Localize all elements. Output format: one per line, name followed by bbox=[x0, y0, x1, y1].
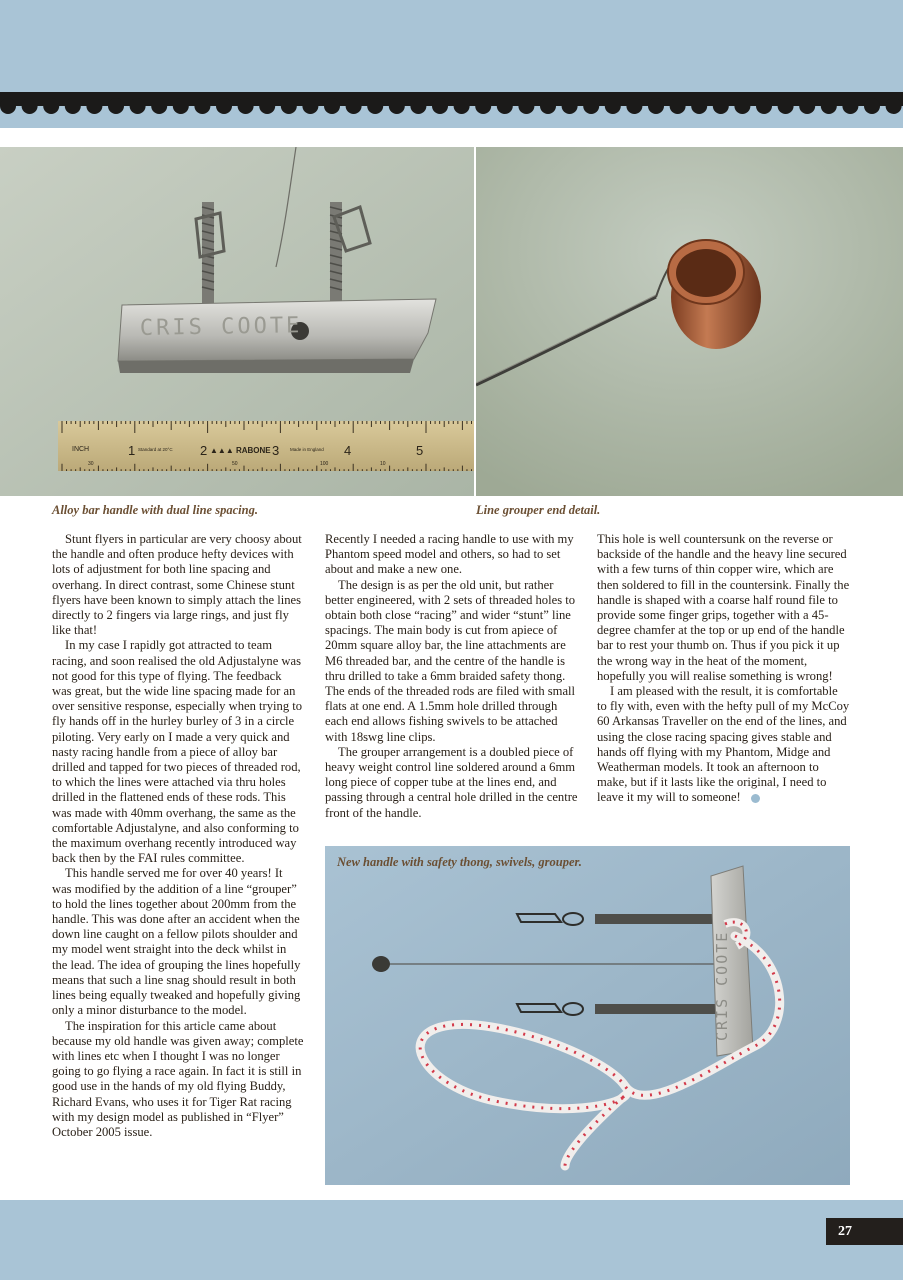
scallop-dot bbox=[346, 98, 362, 114]
scallop-dot bbox=[151, 98, 167, 114]
scallop-border bbox=[0, 92, 903, 132]
ruler-mm-label: 50 bbox=[232, 461, 238, 467]
col2-para-3: The grouper arrangement is a doubled piece of heavy weight control line soldered around a 6mm long piece of copper tube at the lines end, and passing through a central hole drilled in the centre front of the handle. bbox=[325, 744, 578, 820]
col2-para-2: The design is as per the old unit, but rather better engineered, with 2 sets of threaded holes to obtain both close “racing” and wider “stunt” line spacings. The main body is cut from apiece of 20mm square alloy bar, the line attachments are M6 threaded bar, and the centre of the handle is thru drilled to take a 6mm braided safety thong. The ends of the threaded rods are filed with small flats at one end. A 1.5mm hole drilled through each end allows fishing swivels to be attached with 18swg line clips. bbox=[325, 577, 576, 744]
caption-photo-bottom: New handle with safety thong, swivels, grouper. bbox=[337, 855, 582, 869]
scallop-dot bbox=[583, 98, 599, 114]
scallop-dot bbox=[432, 98, 448, 114]
ruler-number: 5 bbox=[416, 443, 424, 458]
scallop-dot bbox=[713, 98, 729, 114]
scallop-dot bbox=[389, 98, 405, 114]
col1-para-2: In my case I rapidly got attracted to team racing, and soon realised the old Adjustalyne was not good for this type of flying. The feedback was great, but the wide line spacing made for an over sensitive response, especially when trying to fly hands off in the hurley burley of 3 in a circle piloting. Very early on I made a very quick and nasty racing handle from a piece of alloy bar drilled and tapped for two pieces of threaded rod, to which the lines were attached via thru holes drilled in the flattened ends of these rods. This was made with 40mm overhang, the same as the comfortable Adjustalyne, and also conforming to the maximum overhang recently introduced way back then by the FAI rules committee. bbox=[52, 638, 303, 866]
new-handle-engraving: CRIS COOTE bbox=[713, 930, 731, 1041]
page-number: 27 bbox=[826, 1218, 903, 1245]
scallop-dot bbox=[756, 98, 772, 114]
scallop-dot bbox=[130, 98, 146, 114]
scallop-dot bbox=[842, 98, 858, 114]
handle-engraving: CRIS COOTE bbox=[139, 313, 303, 341]
scallop-dot bbox=[324, 98, 340, 114]
scallop-dot bbox=[259, 98, 275, 114]
scallop-dot bbox=[886, 98, 902, 114]
scallop-dot bbox=[216, 98, 232, 114]
scallop-dot bbox=[734, 98, 750, 114]
scallop-dot bbox=[864, 98, 880, 114]
scallop-dot bbox=[691, 98, 707, 114]
scallop-dot bbox=[562, 98, 578, 114]
scallop-dot bbox=[518, 98, 534, 114]
photo-grouper-detail bbox=[476, 147, 903, 496]
photo-new-handle bbox=[325, 846, 850, 1185]
col3-para-2-text: I am pleased with the result, it is comfortable to fly with, even with the hefty pull of my McCoy 60 Arkansas Traveller on the end of the lines, and using the close racing spacing gives stable and hands off flying with my Phantom, Midge and Weatherman models. It took an afternoon to make, but if it lasts like the original, I need to leave it my will to someone! bbox=[597, 684, 850, 805]
steel-ruler bbox=[58, 421, 474, 471]
scallop-dot bbox=[238, 98, 254, 114]
ruler-number: 4 bbox=[344, 443, 352, 458]
scallop-dot bbox=[497, 98, 513, 114]
ruler-made: Made in England bbox=[290, 447, 324, 452]
col3-para-1: This hole is well countersunk on the reverse or backside of the handle and the heavy line secured with a few turns of thin copper wire, which are then soldered to fill in the countersink. Finally the handle is shaped with a coarse half round file to provide some finger grips, together with a 45-degree chamfer at the top or up end of the handle bar to rest your thumb on. Thus if you pick it up the wrong way in the heat of the moment, hopefully you will realise something is wrong! bbox=[597, 532, 850, 683]
col1-para-3: This handle served me for over 40 years! It was modified by the addition of a line “grouper” to hold the lines together about 200mm from the handle. This was done after an accident when the down line caught on a fellow pilots shoulder and my model went straight into the deck whilst in the lead. The idea of grouping the lines hopefully means that such a line snag should result in both lines being equally tweaked and hopefully giving only a minor disturbance to the model. bbox=[52, 866, 301, 1018]
col2-para-1: Recently I needed a racing handle to use with my Phantom speed model and others, so had to set about and make a new one. bbox=[325, 532, 574, 577]
ruler-number: 3 bbox=[272, 443, 280, 458]
ruler-brand: ▲▲▲ RABONE bbox=[210, 446, 271, 455]
col3-para-2 bbox=[597, 684, 850, 806]
scallop-dot bbox=[281, 98, 297, 114]
bottom-band bbox=[0, 1200, 903, 1280]
photo-alloy-handle bbox=[0, 147, 474, 496]
scallop-dot bbox=[22, 98, 38, 114]
scallop-dot bbox=[475, 98, 491, 114]
scallop-dot bbox=[626, 98, 642, 114]
ruler-number: 2 bbox=[200, 443, 208, 458]
scallop-dot bbox=[605, 98, 621, 114]
scallop-dot bbox=[194, 98, 210, 114]
scallop-dot bbox=[540, 98, 556, 114]
scallop-dot bbox=[821, 98, 837, 114]
scallop-dot bbox=[302, 98, 318, 114]
ruler-mm-label: 10 bbox=[380, 461, 386, 467]
scallop-dot bbox=[0, 98, 16, 114]
caption-photo-left: Alloy bar handle with dual line spacing. bbox=[52, 503, 258, 517]
scallop-dot bbox=[367, 98, 383, 114]
col1-para-1: Stunt flyers in particular are very choosy about the handle and often produce hefty devices with lots of adjustment for both line spacing and overhang. In direct contrast, some Chinese stunt flyers have been known to simply attach the lines directly to 2 fingers via large rings, and just fly like that! bbox=[52, 532, 302, 638]
scallop-dot bbox=[454, 98, 470, 114]
text-column-1 bbox=[52, 532, 304, 1140]
scallop-dot bbox=[43, 98, 59, 114]
scallop-dot bbox=[410, 98, 426, 114]
scallop-dot bbox=[670, 98, 686, 114]
ruler-mm-label: 100 bbox=[320, 461, 329, 467]
ruler-std: Standard at 20°C bbox=[138, 447, 173, 452]
scallop-dot bbox=[173, 98, 189, 114]
scallop-dot bbox=[108, 98, 124, 114]
scallop-dot bbox=[778, 98, 794, 114]
text-column-3 bbox=[597, 532, 850, 806]
ruler-inch-label: INCH bbox=[72, 446, 90, 453]
text-column-2 bbox=[325, 532, 578, 821]
caption-photo-right: Line grouper end detail. bbox=[476, 503, 601, 517]
scallop-dot bbox=[799, 98, 815, 114]
scallop-dot bbox=[65, 98, 81, 114]
scallop-dot bbox=[86, 98, 102, 114]
scallop-dot bbox=[648, 98, 664, 114]
ruler-mm-label: 30 bbox=[88, 461, 94, 467]
col1-para-4: The inspiration for this article came about because my old handle was given away; complete with lines etc when I thought I was no longer going to go flying a race again. In fact it is still in good use in the hands of my old flying Buddy, Richard Evans, who uses it for Tiger Rat racing with my design model as published in “Flyer” October 2005 issue. bbox=[52, 1018, 304, 1139]
end-mark-icon bbox=[751, 794, 760, 803]
ruler-number: 1 bbox=[128, 443, 136, 458]
